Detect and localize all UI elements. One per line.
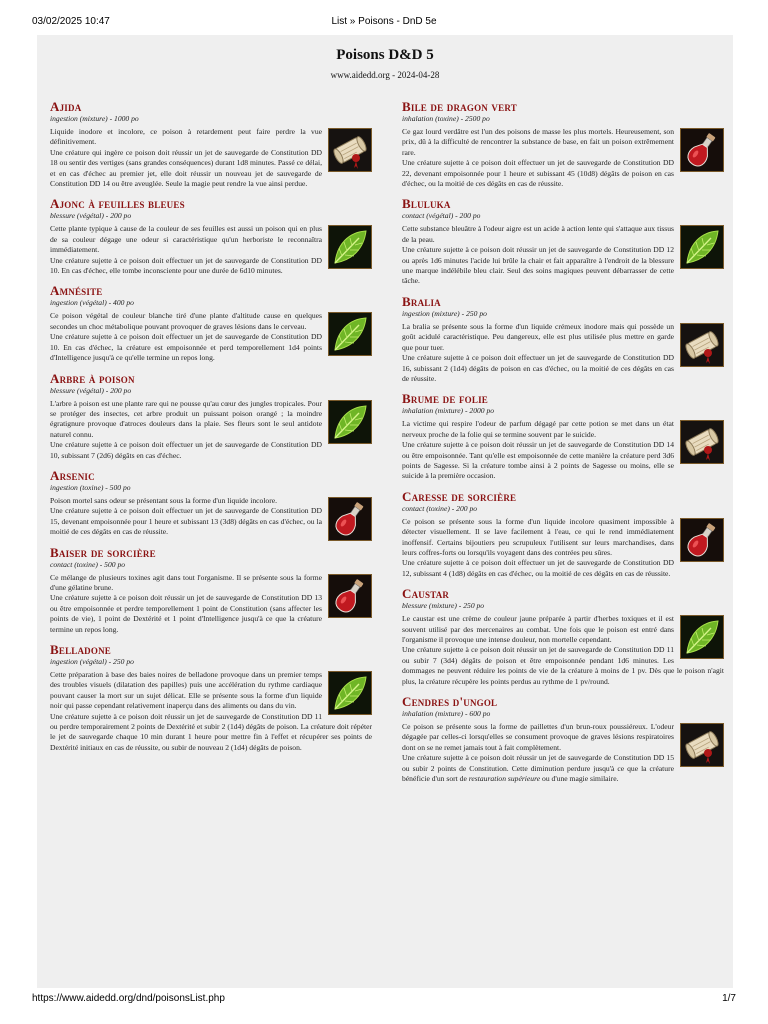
poison-paragraph: Une créature sujette à ce poison doit effectuer un jet de sauvegarde de Constitution DD 10. En cas d'échec, la créature est empoisonnée et perd temporellement 1d4 points d'Intelligence jusqu'à ce qu'elle termine un repos long. bbox=[50, 332, 322, 363]
scroll-icon bbox=[680, 323, 724, 367]
poison-paragraph: Une créature sujette à ce poison doit réussir un jet de sauvegarde de Constitution DD 11 ou perdre temporairement 2 points de Dextérité et subir 2 (1d4) dégâts de poison. La créature doit répéter le jet de sauvegarde chaque 10 min durant 1 heure pour mettre fin à l'effet et récupérer ses points de Dextérité initiaux en cas de réussite, ou subir de nouveau 2 (1d4) dégâts de poison. bbox=[50, 711, 372, 752]
poison-meta: blessure (végétal) - 200 po bbox=[50, 385, 132, 395]
poison-description bbox=[402, 517, 724, 579]
poison-entry bbox=[402, 294, 724, 384]
poison-name[interactable]: Bile de dragon vert bbox=[402, 99, 517, 114]
potion-icon bbox=[680, 128, 724, 172]
poison-meta: ingestion (mixture) - 1000 po bbox=[50, 114, 139, 123]
page-subtitle: www.aidedd.org - 2024-04-28 bbox=[330, 70, 440, 80]
poison-paragraph: L'arbre à poison est une plante rare qui ne pousse qu'au cœur des jungles tropicales. Pour se protéger des insectes, cet arbre produit un puissant poison orangé ; la moindre égratignure provoque d'atroces douleurs dans la plaie. Ses fleurs sont le seul antidote naturel connu. bbox=[50, 398, 322, 439]
poison-paragraph: Une créature sujette à ce poison doit effectuer un jet de sauvegarde de Constitution DD 12, subissant 4 (1d8) dégâts en cas d'échec, ou la moitié de ces dégâts en cas de réussite. bbox=[402, 558, 674, 578]
poison-paragraph: Cette plante typique à cause de la couleur de ses feuilles est aussi un poison qui en plus de sa couleur dégage une odeur si caractéristique qu'un herboriste le reconnaîtra immédiatement. bbox=[50, 224, 322, 255]
poison-name[interactable]: Brume de folie bbox=[402, 391, 488, 407]
leaf-icon bbox=[680, 615, 724, 659]
left-column bbox=[50, 99, 372, 760]
poison-name[interactable]: Caustar bbox=[402, 586, 450, 602]
poison-description bbox=[402, 722, 724, 784]
poison-paragraph: Le caustar est une crème de couleur jaune préparée à partir d'herbes toxiques et il est souvent utilisé par des mercenaires au combat. Une fois que le poison est entré dans l'organisme il provoque une intense douleur, non mortelle cependant. bbox=[402, 614, 674, 644]
poison-meta: contact (toxine) - 200 po bbox=[402, 503, 478, 513]
poison-paragraph: Ce poison se présente sous la forme d'un liquide incolore quasiment impossible à détecter visuellement. Il se lave facilement à l'eau, ce qui le rend immédiatement inoffensif. Certains bijoutiers peu scrupuleux l'utilisent sur leurs marchandises, dans leurs coffres-forts ou lorsqu'ils voyagent dans des contrées peu sûres. bbox=[402, 516, 674, 557]
leaf-icon bbox=[328, 225, 372, 269]
poison-meta: ingestion (toxine) - 500 po bbox=[50, 482, 131, 492]
poison-paragraph: Une créature sujette à ce poison doit effectuer un jet de sauvegarde de Constitution DD 10. En cas d'échec, elle tombe inconsciente pour une durée de 6d10 minutes. bbox=[50, 255, 322, 276]
poison-meta: inhalation (toxine) - 2500 po bbox=[402, 114, 490, 123]
poison-description bbox=[402, 419, 724, 481]
print-header bbox=[0, 16, 768, 30]
poison-description bbox=[402, 322, 724, 384]
poison-name[interactable]: Bralia bbox=[402, 293, 441, 309]
poison-paragraph: Ce poison végétal de couleur blanche tiré d'une plante d'altitude cause en quelques secondes un choc métabolique pouvant provoquer de graves lésions dans le cerveau. bbox=[50, 311, 322, 331]
poison-meta: ingestion (végétal) - 250 po bbox=[50, 657, 134, 666]
poison-name[interactable]: Baiser de sorcière bbox=[50, 544, 156, 560]
paragraph-text: ou d'une magie similaire. bbox=[540, 774, 619, 784]
poison-meta: blessure (mixture) - 250 po bbox=[402, 601, 485, 611]
leaf-icon bbox=[680, 225, 724, 269]
poison-name[interactable]: Belladone bbox=[50, 642, 111, 657]
poison-entry bbox=[50, 642, 372, 753]
print-footer bbox=[0, 993, 768, 1007]
poison-meta: inhalation (mixture) - 2000 po bbox=[402, 406, 495, 416]
print-url: https://www.aidedd.org/dnd/poisonsList.php bbox=[32, 993, 225, 1004]
poison-paragraph: Cette substance bleuâtre à l'odeur aigre est un acide à action lente qui s'attaque aux tissus de la peau. bbox=[402, 224, 674, 244]
poison-entry bbox=[402, 391, 724, 481]
page-title: Poisons D&D 5 bbox=[336, 47, 434, 63]
poison-paragraph: Une créature sujette à ce poison doit effectuer un jet de sauvegarde de Constitution DD 22, devenant empoisonnée pour 1 heure et subissant 45 (10d8) dégâts de poison en cas d'échec, ou la moitié de ces dégâts en cas de réussite. bbox=[402, 158, 674, 189]
right-column bbox=[402, 99, 724, 791]
potion-icon bbox=[680, 518, 724, 562]
poison-meta: contact (végétal) - 200 po bbox=[402, 211, 481, 221]
poison-entry bbox=[50, 196, 372, 276]
poison-name[interactable]: Bluluka bbox=[402, 196, 451, 212]
poison-paragraph: Ce gaz lourd verdâtre est l'un des poisons de masse les plus mortels. Heureusement, son prix, dû à la difficulté de rencontrer la substance de base, en fait un poison extrêmement rare. bbox=[402, 127, 674, 157]
poison-paragraph: Une créature sujette à ce poison doit effectuer un jet de sauvegarde de Constitution DD 15, devenant empoisonnée pour 1 heure et subissant 13 (3d8) dégâts en cas d'échec, ou la moitié de ces dégâts en cas de réussite. bbox=[50, 506, 322, 537]
spell-name: restauration supérieure bbox=[468, 774, 541, 784]
poison-entry bbox=[50, 545, 372, 635]
poison-name[interactable]: Caresse de sorcière bbox=[402, 488, 517, 504]
poison-entry bbox=[402, 586, 724, 687]
scroll-icon bbox=[680, 420, 724, 464]
poison-name[interactable]: Ajonc à feuilles bleues bbox=[50, 196, 185, 212]
poison-description bbox=[50, 573, 372, 635]
poison-description bbox=[50, 224, 372, 276]
scroll-icon bbox=[328, 128, 372, 172]
poison-name[interactable]: Amnésite bbox=[50, 283, 103, 299]
poison-paragraph: Liquide inodore et incolore, ce poison à retardement peut faire perdre la vue définitivement. bbox=[50, 127, 322, 147]
poison-description bbox=[50, 311, 372, 363]
poison-meta: ingestion (mixture) - 250 po bbox=[402, 308, 487, 318]
print-page-title: List » Poisons - DnD 5e bbox=[331, 16, 437, 27]
poison-paragraph: Une créature sujette à ce poison doit effectuer un jet de sauvegarde de Constitution DD 16, subissant 2 (1d4) dégâts de poison en cas d'échec, ou la moitié de ces dégâts en cas de réussite. bbox=[402, 353, 674, 383]
poison-name[interactable]: Arbre à poison bbox=[50, 370, 135, 386]
poison-description bbox=[402, 614, 724, 687]
potion-icon bbox=[328, 497, 372, 541]
leaf-icon bbox=[328, 400, 372, 444]
poison-entry bbox=[50, 468, 372, 538]
paragraph-text: Une créature sujette à ce poison doit réussir un jet de sauvegarde de Constitution DD 15 ou subir 2 points de Constitution. Cette diminution perdure jusqu'à ce que la créature bénéficie d'un sort de bbox=[402, 753, 674, 784]
poison-paragraph bbox=[402, 753, 724, 784]
poison-description bbox=[402, 127, 724, 189]
poison-paragraph: Cette préparation à base des baies noires de belladone provoque dans un premier temps des troubles visuels (dilatation des papilles) puis une accélération du rythme cardiaque pouvant causer la mort sur un sujet délicat. Elle se présente sous la forme d'un liquide noir qui passe cependant relativement inaperçu dans des aliments ou dans du vin. bbox=[50, 670, 322, 711]
leaf-icon bbox=[328, 312, 372, 356]
poison-entry bbox=[402, 694, 724, 784]
poison-entry bbox=[50, 283, 372, 363]
poison-meta: contact (toxine) - 500 po bbox=[50, 559, 126, 569]
scroll-icon bbox=[680, 723, 724, 767]
poison-paragraph: Ce poison se présente sous la forme de paillettes d'un brun-roux poussiéreux. L'odeur dégagée par celles-ci lorsqu'elles se consument provoque de graves lésions respiratoires dont on se ne remet jamais tout à fait complètement. bbox=[402, 722, 674, 752]
poison-meta: ingestion (végétal) - 400 po bbox=[50, 298, 134, 308]
poison-paragraph: La victime qui respire l'odeur de parfum dégagé par cette potion se met dans un état nerveux proche de la folie qui se termine souvent par le suicide. bbox=[402, 419, 674, 439]
poison-name[interactable]: Cendres d'ungol bbox=[402, 694, 498, 710]
poison-paragraph: Une créature sujette à ce poison doit réussir un jet de sauvegarde de Constitution DD 13 ou être empoisonnée et perdre temporellement 1 point de Constitution (sans affecter les points de vie), 1 point de Dextérité et 1 point d'Intelligence jusqu'à ce que la créature termine un repos long. bbox=[50, 593, 322, 634]
print-datetime: 03/02/2025 10:47 bbox=[32, 16, 110, 27]
poison-description bbox=[50, 399, 372, 461]
poison-description bbox=[50, 496, 372, 538]
poison-entry bbox=[402, 99, 724, 189]
leaf-icon bbox=[328, 671, 372, 715]
poison-paragraph: Une créature sujette à ce poison doit réussir un jet de sauvegarde de Constitution DD 12 ou après 1d6 minutes l'acide lui brûle la chair et fait apparaître à l'endroit de la blessure une marque indélébile bleu clair. Seul des soins magiques peuvent débarrasser de cette tâche. bbox=[402, 245, 674, 286]
poison-name[interactable]: Ajida bbox=[50, 99, 82, 114]
poison-description bbox=[50, 670, 372, 753]
poison-paragraph: Une créature sujette à ce poison doit réussir un jet de sauvegarde de Constitution DD 14 ou être empoisonnée. Tant qu'elle est empoisonnée de cette manière la créature perd 3d6 points de Sagesse. Si la créature tombe ainsi à 2 points de Sagesse ou moins, elle se suicide à la première occasion. bbox=[402, 440, 674, 481]
poison-name[interactable]: Arsenic bbox=[50, 467, 95, 483]
potion-icon bbox=[328, 574, 372, 618]
poison-paragraph: Une créature sujette à ce poison doit réussir un jet de sauvegarde de Constitution DD 11 ou subir 7 (3d4) dégâts de poison et être empoisonnée pendant 1d6 minutes. Les dommages ne peuvent réduire les points de vie de la créature à moins de 1 pv. Dès que le poison n'agit plus, la créature récupère les points perdus au rythme de 1 pv/round. bbox=[402, 645, 724, 686]
poison-description bbox=[402, 224, 724, 286]
poison-paragraph: La bralia se présente sous la forme d'un liquide crémeux inodore mais qui possède un goût acidulé caractéristique. Peu dangereux, elle est plus utilisée plus mettre en garde que pour tuer. bbox=[402, 321, 674, 352]
poison-meta: blessure (végétal) - 200 po bbox=[50, 211, 132, 221]
poison-paragraph: Une créature qui ingère ce poison doit réussir un jet de sauvegarde de Constitution DD 18 ou sentir des vertiges (sans grandes conséquences) durant 1d8 minutes. Passé ce délai, et en cas d'échec au premier jet, elle doit réussir un nouveau jet de sauvegarde de Constitution DD 14 ou être aveuglée. Seule la magie peut rendre la vue ainsi perdue. bbox=[50, 147, 322, 189]
poison-paragraph: Une créature sujette à ce poison doit effectuer un jet de sauvegarde de Constitution DD 10, subissant 7 (2d6) dégâts en cas d'échec. bbox=[50, 440, 322, 460]
poison-meta: inhalation (mixture) - 600 po bbox=[402, 709, 491, 719]
poison-entry bbox=[50, 371, 372, 461]
poison-paragraph: Poison mortel sans odeur se présentant sous la forme d'un liquide incolore. bbox=[50, 495, 278, 505]
poison-entry bbox=[402, 489, 724, 579]
poison-paragraph: Ce mélange de plusieurs toxines agit dans tout l'organisme. Il se présente sous la forme d'une gélatine brune. bbox=[50, 572, 322, 592]
poison-description bbox=[50, 127, 372, 189]
poison-entry bbox=[50, 99, 372, 189]
print-page-number: 1/7 bbox=[722, 993, 736, 1004]
document-page bbox=[37, 35, 733, 988]
poison-entry bbox=[402, 196, 724, 286]
